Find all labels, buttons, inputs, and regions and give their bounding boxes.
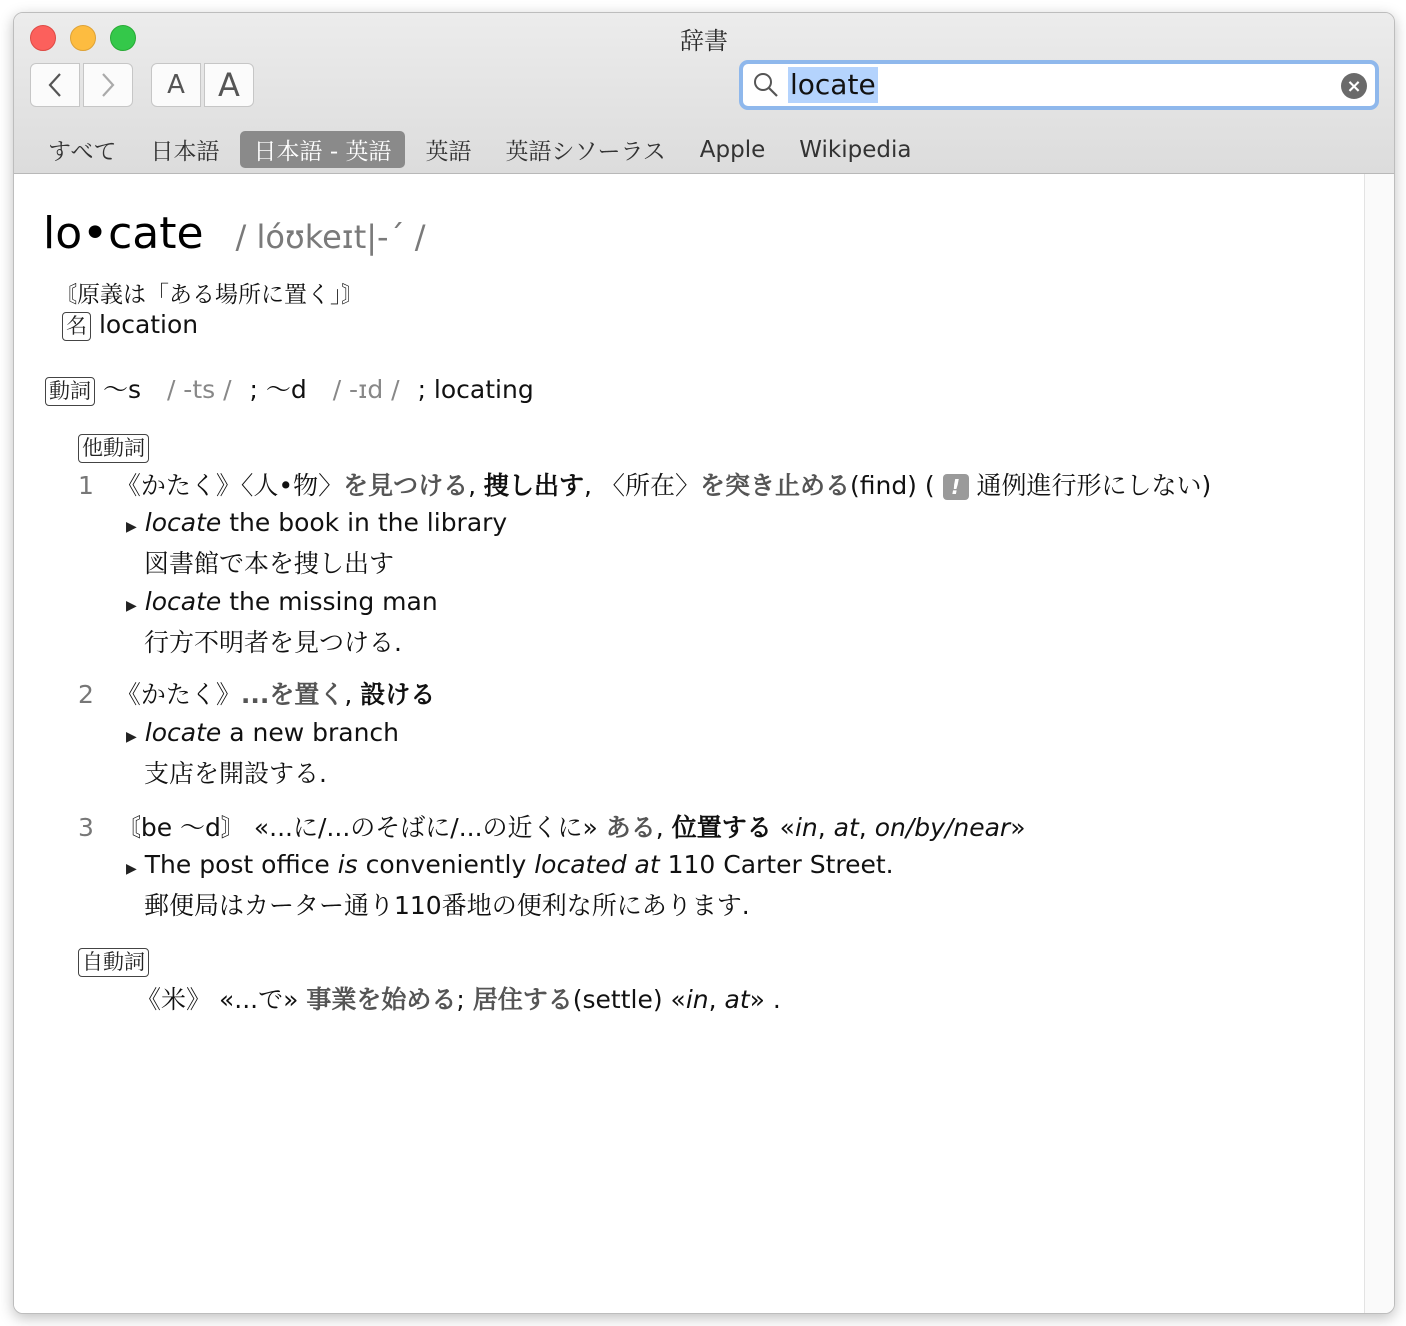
preposition: in	[794, 813, 818, 842]
triangle-right-icon: ▶	[126, 729, 137, 745]
search-field[interactable]	[739, 60, 1379, 110]
inflection-d-pron: / -ɪd /	[332, 375, 400, 404]
decrease-font-button[interactable]: A	[151, 63, 201, 107]
inflection-s: 〜s	[102, 375, 141, 404]
sense-text: »	[1010, 813, 1026, 842]
window-title: 辞書	[680, 27, 728, 55]
example-keyword: locate	[144, 508, 222, 537]
triangle-right-icon: ▶	[126, 861, 137, 877]
sense-gloss: 事業を始める	[306, 985, 457, 1014]
triangle-right-icon: ▶	[126, 598, 137, 614]
inflections	[45, 370, 534, 406]
sense-gloss: ...を置く	[240, 680, 345, 709]
sense-gloss-main: 設ける	[360, 680, 436, 709]
sense-gloss-main: 捜し出す	[484, 471, 585, 500]
sense-number: 2	[78, 680, 94, 709]
example-keyword: locate	[144, 718, 222, 747]
tab-6[interactable]: Wikipedia	[799, 136, 912, 163]
inflection-s-pron: / -ts /	[166, 375, 232, 404]
sense-text: , 〈所在〉	[584, 471, 700, 500]
preposition: in	[685, 985, 709, 1014]
sense-1	[78, 466, 1211, 502]
back-button[interactable]	[30, 63, 80, 107]
sense-gloss: を見つける	[343, 471, 469, 500]
related-noun	[62, 310, 198, 341]
example-text: the missing man	[221, 587, 438, 616]
tab-3[interactable]: 英語	[425, 139, 472, 165]
sense-text: (find) (	[849, 471, 935, 500]
sense-4	[136, 980, 781, 1016]
entry-content	[14, 174, 1364, 1313]
example-text: The post office	[144, 850, 338, 879]
increase-font-button[interactable]: A	[204, 63, 254, 107]
sense-3	[78, 808, 1025, 844]
sense-text: (settle) «	[572, 985, 686, 1014]
pronunciation: / lóʊkeɪt|-ˊ /	[235, 218, 426, 256]
clear-search-button[interactable]	[1341, 73, 1367, 99]
sense-text: ,	[708, 985, 725, 1014]
forward-button[interactable]	[83, 63, 133, 107]
sense-text: ,	[858, 813, 875, 842]
search-icon	[753, 72, 779, 98]
intransitive-verb-section	[78, 946, 149, 977]
chevron-right-icon	[100, 72, 116, 98]
example-translation: 行方不明者を見つける.	[144, 628, 402, 657]
example-keyword: is	[337, 850, 358, 879]
sense-2	[78, 675, 435, 711]
example	[126, 850, 894, 879]
sense-text: ,	[468, 471, 485, 500]
verb-label: 動詞	[45, 377, 95, 406]
etymology: 〘原義は「ある場所に置く」〙	[54, 282, 365, 308]
tab-1[interactable]: 日本語	[150, 139, 220, 165]
sense-number: 3	[78, 813, 94, 842]
triangle-right-icon: ▶	[126, 519, 137, 535]
example-text: a new branch	[221, 718, 400, 747]
warning-icon: !	[943, 474, 969, 500]
transitive-verb-section	[78, 432, 149, 463]
clear-icon: ×	[1346, 75, 1362, 97]
preposition: at	[833, 813, 859, 842]
sense-number: 1	[78, 471, 94, 500]
example-translation: 郵便局はカーター通り110番地の便利な所にあります.	[144, 891, 750, 920]
tab-4[interactable]: 英語シソーラス	[505, 139, 666, 165]
preposition: on/by/near	[874, 813, 1011, 842]
example-text: 110 Carter Street.	[659, 850, 894, 879]
example-keyword: located at	[534, 850, 660, 879]
sense-gloss: を突き止める	[699, 471, 850, 500]
sense-gloss-main: 位置する	[671, 813, 772, 842]
example	[126, 718, 399, 747]
sense-text: 《かたく》	[115, 680, 241, 709]
tab-5[interactable]: Apple	[699, 136, 766, 163]
sense-gloss: 居住する	[472, 985, 573, 1014]
example-keyword: locate	[144, 587, 222, 616]
usage-note: 通例進行形にしない)	[976, 471, 1212, 500]
inflection-d: ; 〜d	[249, 375, 307, 404]
sense-text: ,	[344, 680, 361, 709]
vertical-scrollbar[interactable]	[1364, 174, 1394, 1313]
sense-text: ;	[456, 985, 473, 1014]
toolbar	[14, 13, 1394, 174]
headword: lo•cate	[43, 208, 204, 259]
search-input-value[interactable]: locate	[790, 68, 876, 101]
sense-text: 《かたく》〈人•物〉	[115, 471, 344, 500]
sense-text: 《米》 «...で»	[136, 985, 307, 1014]
preposition: at	[724, 985, 750, 1014]
sense-text: 〘be 〜d〙 «...に/...のそばに/...の近くに»	[115, 813, 606, 842]
example-translation: 図書館で本を捜し出す	[144, 549, 395, 578]
entry-header	[43, 208, 426, 259]
example	[126, 587, 438, 616]
sense-text: ,	[817, 813, 834, 842]
tab-2[interactable]: 日本語 - 英語	[240, 131, 406, 168]
dictionary-window	[13, 12, 1395, 1314]
sense-text: «	[771, 813, 795, 842]
tab-0[interactable]: すべて	[48, 139, 117, 165]
example	[126, 508, 507, 537]
source-tabs	[34, 131, 931, 168]
example-text: conveniently	[357, 850, 535, 879]
example-translation: 支店を開設する.	[144, 759, 327, 788]
intransitive-label: 自動詞	[78, 948, 149, 977]
noun-label: 名	[62, 312, 91, 341]
sense-text: » .	[749, 985, 781, 1014]
sense-text: ,	[655, 813, 672, 842]
sense-gloss: ある	[605, 813, 656, 842]
transitive-label: 他動詞	[78, 434, 149, 463]
example-text: the book in the library	[221, 508, 508, 537]
related-word-link[interactable]: location	[98, 310, 199, 339]
inflection-ing: ; locating	[417, 375, 534, 404]
chevron-left-icon	[47, 72, 63, 98]
